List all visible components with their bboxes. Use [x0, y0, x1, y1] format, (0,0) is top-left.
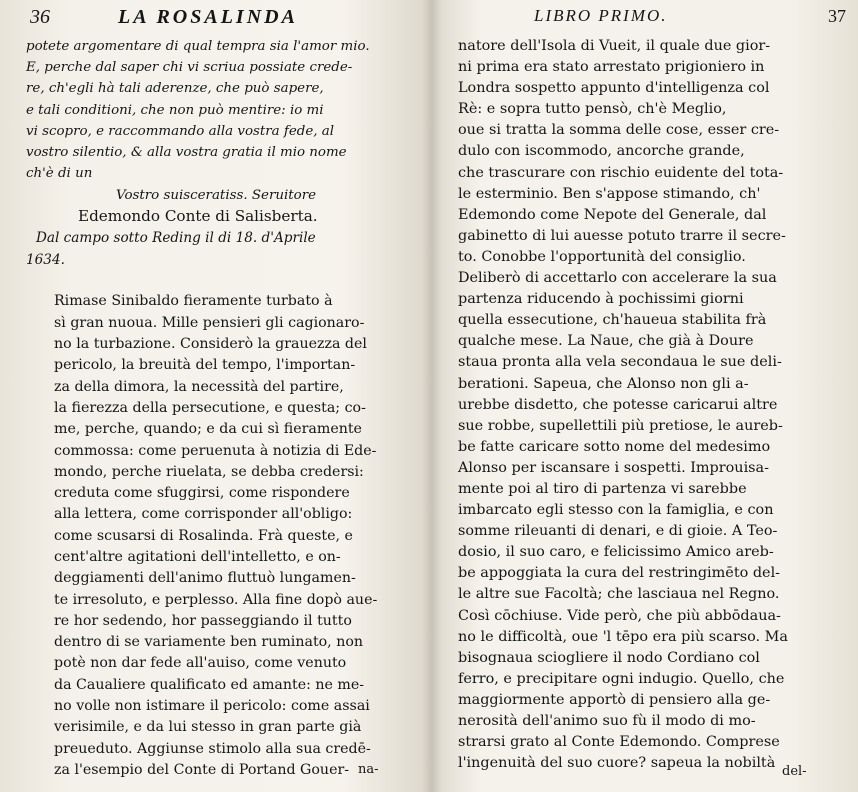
- letter-date: Dal campo sotto Reding il di 18. d'Aprile: [36, 230, 316, 247]
- text-line: za l'esempio del Conte di Portand Gouer-: [54, 761, 350, 778]
- text-line: Così cōchiuse. Vide però, che più abbōdaua-: [458, 607, 781, 624]
- text-line: dentro di se variamente ben ruminato, non: [54, 634, 364, 651]
- text-line: che trascurare con rischio euidente del tota-: [458, 164, 784, 181]
- text-line: cent'altre agitationi dell'intelletto, e on-: [54, 548, 341, 565]
- text-line: be fatte caricare sotto nome del medesimo: [458, 438, 771, 455]
- text-line: deggiamenti dell'animo fluttuò lungamen-: [54, 570, 356, 587]
- text-line: Rè: e sopra tutto pensò, ch'è Meglio,: [458, 101, 727, 118]
- text-line: la fierezza della persecutione, e questa; co-: [54, 399, 366, 416]
- book-gutter: [422, 0, 442, 792]
- text-line: no la turbazione. Considerò la grauezza del: [54, 336, 367, 353]
- text-line: come scusarsi di Rosalinda. Frà queste, e: [54, 527, 353, 544]
- text-line: potete argomentare di qual tempra sia l'amor mio.: [26, 39, 370, 54]
- text-line: ni prima era stato arrestato prigioniero in: [458, 59, 765, 76]
- text-line: bisognaua sciogliere il nodo Cordiano col: [458, 649, 760, 666]
- text-line: Deliberò di accettarlo con accelerare la sua: [458, 270, 777, 287]
- text-line: imbarcato egli stesso con la famiglia, e con: [458, 502, 774, 519]
- text-line: strarsi grato al Conte Edemondo. Comprese: [458, 734, 780, 751]
- right-running-head: [452, 4, 850, 36]
- text-line: ch'è di un: [26, 166, 93, 182]
- text-line: nerosità dell'animo suo fù il modo di mo-: [458, 713, 756, 729]
- right-page: [452, 4, 850, 790]
- text-line: mente poi al tiro di partenza vi sarebbe: [458, 480, 747, 497]
- text-line: re hor sedendo, hor passeggiando il tutto: [54, 612, 352, 629]
- text-line: me, perche, quando; e da cui sì fieramente: [54, 421, 362, 438]
- signature-name: Edemondo Conte di Salisberta.: [78, 207, 318, 226]
- text-line: commossa: come peruenuta à notizia di Ede-: [54, 442, 377, 459]
- text-line: da Caualiere qualificato ed amante: ne me-: [54, 676, 365, 693]
- text-line: somme rileuanti di denari, e di gioie. A Teo-: [458, 523, 778, 540]
- text-line: urebbe disdetto, che potesse caricarui altre: [458, 396, 778, 413]
- catchword: na-: [358, 762, 379, 777]
- text-line: vi scopro, e raccommando alla vostra fede, al: [26, 123, 335, 139]
- text-line: e tali conditioni, che non può mentire: io mi: [26, 102, 324, 118]
- page-number: 37: [828, 6, 846, 26]
- text-line: preueduto. Aggiunse stimolo alla sua credē-: [54, 740, 371, 757]
- text-line: no le difficoltà, oue 'l tēpo era più scarso. Ma: [458, 628, 788, 645]
- text-line: partenza riducendo à pochissimi giorni: [458, 291, 744, 308]
- text-line: staua pronta alla vela secondaua le sue deli-: [458, 354, 782, 371]
- text-line: re, ch'egli hà tali aderenze, che può sapere,: [26, 81, 324, 97]
- text-line: natore dell'Isola di Vueit, il quale due gior-: [458, 38, 771, 54]
- text-line: pericolo, la breuità del tempo, l'importan-: [54, 357, 356, 374]
- text-line: za della dimora, la necessità del partire,: [54, 378, 344, 395]
- text-line: dosio, il suo caro, e felicissimo Amico areb-: [458, 544, 774, 561]
- text-line: quella essecutione, ch'haueua stabilita frà: [458, 312, 767, 329]
- text-line: sue robbe, supellettili più pretiose, le aureb-: [458, 417, 783, 434]
- text-line: Edemondo come Nepote del Generale, dal: [458, 206, 767, 223]
- text-line: alla lettera, come corrisponder all'obligo:: [54, 506, 353, 523]
- page-number: 36: [30, 6, 50, 28]
- text-line: to. Conobbe l'opportunità del consiglio.: [458, 248, 746, 265]
- left-page: [6, 4, 416, 790]
- text-line: oue si tratta la somma delle cose, esser cre-: [458, 122, 780, 139]
- text-line: be appoggiata la cura del restringimēto del-: [458, 565, 781, 582]
- text-line: verisimile, e da lui stesso in gran parte già: [54, 719, 362, 736]
- text-line: qualche mese. La Naue, che già à Doure: [458, 333, 754, 350]
- text-line: no volle non istimare il pericolo: come assai: [54, 698, 370, 715]
- text-line: te irresoluto, e perplesso. Alla fine dopò aue-: [54, 591, 378, 608]
- text-line: berationi. Sapeua, che Alonso non gli a-: [458, 375, 749, 392]
- text-line: dulo con iscommodo, ancorche grande,: [458, 143, 745, 160]
- letter-year: 1634.: [26, 252, 65, 269]
- letter-text: [6, 36, 416, 184]
- body-text: [452, 36, 850, 774]
- text-line: ferro, e precipitare ogni indugio. Quello, che: [458, 670, 785, 687]
- running-title: LA ROSALINDA: [118, 6, 298, 28]
- text-line: Londra sospetto appunto d'intelligenza col: [458, 80, 770, 97]
- text-line: le esterminio. Ben s'appose stimando, ch': [458, 185, 761, 202]
- text-line: le altre sue Facoltà; che lasciaua nel Regno.: [458, 586, 780, 603]
- left-running-head: [6, 4, 416, 36]
- text-line: potè non dar fede all'auiso, come venuto: [54, 655, 347, 672]
- text-line: vostro silentio, & alla vostra gratia il mio nome: [26, 145, 347, 161]
- text-line: l'ingenuità del suo cuore? sapeua la nobiltà: [458, 755, 776, 772]
- text-line: mondo, perche riuelata, se debba credersi:: [54, 463, 364, 480]
- text-line: Rimase Sinibaldo fieramente turbato à: [54, 293, 333, 310]
- running-title: LIBRO PRIMO.: [534, 6, 668, 25]
- signature-salutation: Vostro suisceratiss. Seruitore: [116, 188, 317, 204]
- text-line: E, perche dal saper chi vi scriua possiate crede-: [26, 60, 353, 76]
- text-line: sì gran nuoua. Mille pensieri gli cagionaro-: [54, 314, 365, 331]
- catchword: del-: [782, 764, 807, 779]
- text-line: creduta come sfuggirsi, come rispondere: [54, 485, 350, 502]
- text-line: maggiormente apportò di pensiero alla ge-: [458, 691, 771, 708]
- body-text: [6, 291, 416, 781]
- text-line: gabinetto di lui auesse potuto trarre il secre-: [458, 227, 786, 244]
- text-line: Alonso per iscansare i sospetti. Improuisa-: [458, 459, 770, 476]
